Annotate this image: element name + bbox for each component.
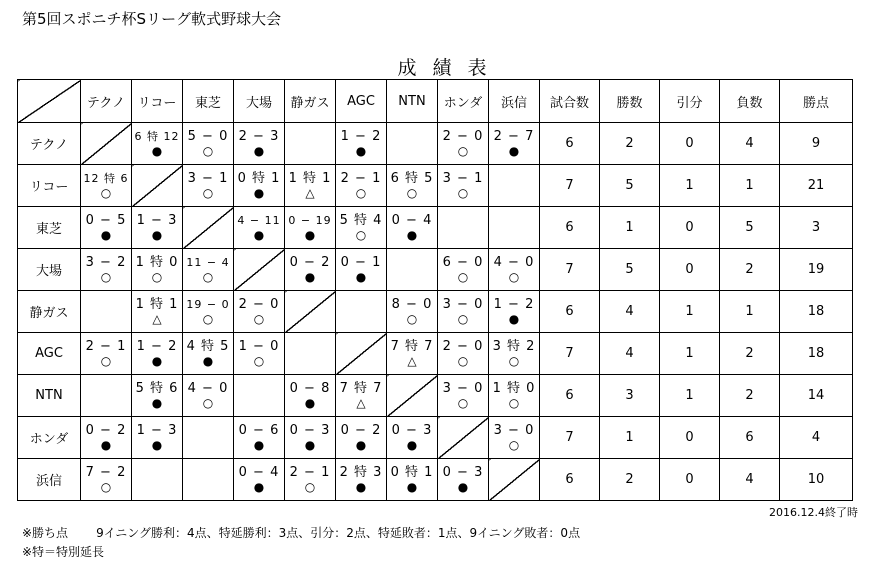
result-mark: ○ [508, 437, 520, 452]
result-score: 19 − 0 [186, 297, 230, 311]
stat-cell: 1 [660, 165, 720, 207]
column-header-stat: 勝数 [600, 80, 660, 123]
result-mark: ○ [508, 269, 520, 284]
result-cell [387, 165, 438, 207]
result-cell [489, 291, 540, 333]
result-mark: ○ [202, 143, 214, 158]
result-cell [387, 459, 438, 501]
row-header-team: 静ガス [18, 291, 81, 333]
result-cell [183, 165, 234, 207]
stat-cell: 7 [540, 333, 600, 375]
result-cell [489, 165, 540, 207]
result-cell [234, 459, 285, 501]
stat-cell: 2 [720, 333, 780, 375]
result-score: 1 − 2 [136, 338, 178, 354]
stat-cell: 1 [720, 291, 780, 333]
stat-cell: 4 [780, 417, 853, 459]
result-cell [387, 417, 438, 459]
result-score: 0 特 1 [237, 170, 281, 186]
result-cell [81, 417, 132, 459]
result-cell [234, 165, 285, 207]
stat-cell: 3 [780, 207, 853, 249]
result-score: 2 − 1 [85, 338, 127, 354]
result-score: 0 − 3 [442, 464, 484, 480]
result-mark: ● [253, 437, 265, 452]
table-subtitle: 成績表 [0, 53, 884, 80]
result-score: 3 − 0 [493, 422, 535, 438]
result-cell [183, 459, 234, 501]
row-header-team: AGC [18, 333, 81, 375]
result-score: 3 − 2 [85, 254, 127, 270]
result-cell [336, 417, 387, 459]
diagonal-cell [336, 333, 387, 375]
table-row [18, 333, 853, 375]
result-mark: ○ [151, 269, 163, 284]
stat-cell: 7 [540, 165, 600, 207]
result-cell [183, 123, 234, 165]
result-mark: ● [151, 143, 163, 158]
column-header-team: ホンダ [438, 80, 489, 123]
result-score: 1 − 0 [238, 338, 280, 354]
result-score: 3 − 0 [442, 296, 484, 312]
column-header-stat: 試合数 [540, 80, 600, 123]
result-cell [438, 207, 489, 249]
result-cell [81, 291, 132, 333]
result-mark: △ [407, 353, 417, 368]
column-header-team: 静ガス [285, 80, 336, 123]
stat-cell: 5 [600, 249, 660, 291]
result-mark: ● [304, 437, 316, 452]
result-mark: ○ [457, 269, 469, 284]
result-score: 6 特 12 [134, 129, 180, 143]
result-score: 7 特 7 [390, 338, 434, 354]
result-score: 5 特 4 [339, 212, 383, 228]
diagonal-cell [234, 249, 285, 291]
diagonal-cell [285, 291, 336, 333]
result-score: 0 − 19 [288, 213, 332, 227]
result-cell [336, 291, 387, 333]
result-mark: ● [406, 479, 418, 494]
stat-cell: 6 [540, 291, 600, 333]
result-cell [81, 207, 132, 249]
points-rule: 9イニング勝利：4点、特延勝利：3点、引分：2点、特延敗者：1点、9イニング敗者：0点 [96, 526, 581, 540]
result-cell [81, 333, 132, 375]
result-cell [336, 249, 387, 291]
table-row [18, 207, 853, 249]
stat-cell: 4 [600, 333, 660, 375]
result-cell [285, 333, 336, 375]
result-cell [183, 249, 234, 291]
stat-cell: 14 [780, 375, 853, 417]
stat-cell: 0 [660, 417, 720, 459]
result-cell [489, 207, 540, 249]
result-score: 0 − 2 [340, 422, 382, 438]
table-row [18, 123, 853, 165]
result-cell [132, 333, 183, 375]
stat-cell: 18 [780, 333, 853, 375]
result-mark: ○ [100, 185, 112, 200]
result-score: 1 − 2 [493, 296, 535, 312]
result-mark: ● [304, 395, 316, 410]
stat-cell: 1 [660, 375, 720, 417]
result-cell [285, 375, 336, 417]
result-score: 1 − 2 [340, 128, 382, 144]
column-header-team: AGC [336, 80, 387, 123]
results-table [17, 79, 853, 501]
stat-cell: 7 [540, 249, 600, 291]
result-score: 4 特 5 [186, 338, 230, 354]
result-score: 0 − 8 [289, 380, 331, 396]
result-cell [489, 249, 540, 291]
result-mark: ○ [457, 143, 469, 158]
stat-cell: 0 [660, 207, 720, 249]
result-mark: ○ [406, 185, 418, 200]
result-cell [438, 291, 489, 333]
row-header-team: ホンダ [18, 417, 81, 459]
result-score: 2 − 1 [340, 170, 382, 186]
result-cell [387, 333, 438, 375]
stat-cell: 1 [600, 417, 660, 459]
result-cell [489, 123, 540, 165]
result-cell [132, 249, 183, 291]
stat-cell: 5 [600, 165, 660, 207]
result-score: 6 − 0 [442, 254, 484, 270]
result-mark: ○ [100, 479, 112, 494]
result-mark: ● [100, 227, 112, 242]
result-score: 7 特 7 [339, 380, 383, 396]
result-score: 0 − 1 [340, 254, 382, 270]
result-score: 2 − 1 [289, 464, 331, 480]
result-cell [132, 291, 183, 333]
result-cell [438, 459, 489, 501]
stat-cell: 2 [600, 459, 660, 501]
table-row [18, 459, 853, 501]
row-header-team: 浜信 [18, 459, 81, 501]
result-score: 0 − 2 [85, 422, 127, 438]
diagonal-cell [132, 165, 183, 207]
stat-cell: 1 [600, 207, 660, 249]
result-mark: ● [151, 227, 163, 242]
result-score: 3 − 1 [442, 170, 484, 186]
stat-cell: 2 [720, 249, 780, 291]
table-row [18, 291, 853, 333]
result-score: 1 特 0 [135, 254, 179, 270]
result-mark: ○ [202, 395, 214, 410]
stat-cell: 3 [600, 375, 660, 417]
result-cell [336, 207, 387, 249]
result-mark: ○ [406, 311, 418, 326]
result-cell [438, 375, 489, 417]
result-cell [234, 375, 285, 417]
points-label: ※勝ち点 [22, 526, 69, 540]
result-mark: ● [151, 395, 163, 410]
result-mark: ○ [304, 479, 316, 494]
result-score: 0 − 4 [391, 212, 433, 228]
result-score: 8 − 0 [391, 296, 433, 312]
result-score: 3 − 1 [187, 170, 229, 186]
result-mark: ● [202, 353, 214, 368]
result-score: 0 特 1 [390, 464, 434, 480]
result-mark: ○ [202, 311, 214, 326]
column-header-team: リコー [132, 80, 183, 123]
result-mark: ○ [253, 311, 265, 326]
page-title: 第5回スポニチ杯Sリーグ軟式野球大会 [22, 10, 282, 28]
result-mark: ○ [457, 311, 469, 326]
stat-cell: 21 [780, 165, 853, 207]
result-cell [234, 123, 285, 165]
result-score: 0 − 3 [391, 422, 433, 438]
result-cell [387, 249, 438, 291]
result-cell [234, 207, 285, 249]
result-cell [489, 417, 540, 459]
result-mark: ● [406, 227, 418, 242]
stat-cell: 19 [780, 249, 853, 291]
result-cell [438, 165, 489, 207]
result-cell [81, 459, 132, 501]
result-score: 4 − 0 [493, 254, 535, 270]
row-header-team: テクノ [18, 123, 81, 165]
result-cell [234, 333, 285, 375]
result-mark: ○ [355, 227, 367, 242]
row-header-team: 大場 [18, 249, 81, 291]
result-score: 6 特 5 [390, 170, 434, 186]
result-score: 2 特 3 [339, 464, 383, 480]
result-score: 1 特 1 [288, 170, 332, 186]
result-score: 0 − 5 [85, 212, 127, 228]
stat-cell: 7 [540, 417, 600, 459]
finished-note: 2016.12.4終了時 [769, 506, 858, 519]
result-cell [438, 249, 489, 291]
result-score: 5 特 6 [135, 380, 179, 396]
result-mark: ● [355, 437, 367, 452]
result-cell [285, 123, 336, 165]
stat-cell: 6 [540, 375, 600, 417]
result-cell [489, 333, 540, 375]
column-header-stat: 勝点 [780, 80, 853, 123]
stat-cell: 1 [720, 165, 780, 207]
result-score: 12 特 6 [83, 171, 129, 185]
result-cell [234, 417, 285, 459]
result-score: 4 − 11 [237, 213, 281, 227]
result-mark: ● [508, 143, 520, 158]
result-cell [132, 459, 183, 501]
diagonal-cell [438, 417, 489, 459]
stat-cell: 2 [720, 375, 780, 417]
result-cell [132, 123, 183, 165]
result-mark: △ [356, 395, 366, 410]
result-cell [285, 417, 336, 459]
corner-cell [18, 80, 81, 123]
result-cell [285, 207, 336, 249]
result-score: 11 − 4 [186, 255, 230, 269]
result-cell [234, 291, 285, 333]
result-mark: ● [355, 269, 367, 284]
result-cell [81, 375, 132, 417]
result-cell [132, 417, 183, 459]
result-mark: ● [253, 143, 265, 158]
stat-cell: 1 [660, 291, 720, 333]
result-score: 2 − 0 [238, 296, 280, 312]
result-mark: ○ [457, 353, 469, 368]
stat-cell: 5 [720, 207, 780, 249]
table-row [18, 417, 853, 459]
result-score: 0 − 6 [238, 422, 280, 438]
result-score: 2 − 0 [442, 128, 484, 144]
result-score: 1 − 3 [136, 422, 178, 438]
diagonal-cell [183, 207, 234, 249]
diagonal-cell [81, 123, 132, 165]
result-mark: ○ [202, 185, 214, 200]
result-score: 2 − 3 [238, 128, 280, 144]
result-mark: ● [253, 185, 265, 200]
result-score: 3 − 0 [442, 380, 484, 396]
result-mark: ● [355, 479, 367, 494]
row-header-team: リコー [18, 165, 81, 207]
result-mark: ○ [100, 269, 112, 284]
column-header-team: 大場 [234, 80, 285, 123]
result-cell [336, 123, 387, 165]
column-header-team: NTN [387, 80, 438, 123]
result-mark: ● [151, 437, 163, 452]
stat-cell: 6 [720, 417, 780, 459]
result-score: 1 特 1 [135, 296, 179, 312]
stat-cell: 1 [660, 333, 720, 375]
result-mark: ● [508, 311, 520, 326]
stat-cell: 4 [720, 459, 780, 501]
result-score: 5 − 0 [187, 128, 229, 144]
stat-cell: 18 [780, 291, 853, 333]
stat-cell: 9 [780, 123, 853, 165]
result-cell [183, 333, 234, 375]
result-mark: △ [305, 185, 315, 200]
result-mark: ● [304, 227, 316, 242]
stat-cell: 10 [780, 459, 853, 501]
stat-cell: 6 [540, 459, 600, 501]
result-mark: ○ [355, 185, 367, 200]
result-score: 1 特 0 [492, 380, 536, 396]
result-score: 7 − 2 [85, 464, 127, 480]
result-score: 4 − 0 [187, 380, 229, 396]
result-score: 0 − 4 [238, 464, 280, 480]
result-mark: ○ [100, 353, 112, 368]
result-cell [336, 165, 387, 207]
result-cell [285, 165, 336, 207]
column-header-stat: 負数 [720, 80, 780, 123]
row-header-team: NTN [18, 375, 81, 417]
result-cell [489, 375, 540, 417]
result-score: 1 − 3 [136, 212, 178, 228]
result-mark: ● [406, 437, 418, 452]
stat-cell: 6 [540, 207, 600, 249]
result-mark: ○ [202, 269, 214, 284]
diagonal-cell [387, 375, 438, 417]
result-score: 0 − 3 [289, 422, 331, 438]
result-cell [336, 375, 387, 417]
result-mark: ○ [457, 185, 469, 200]
result-mark: △ [152, 311, 162, 326]
result-cell [285, 249, 336, 291]
result-mark: ● [253, 479, 265, 494]
stat-cell: 0 [660, 249, 720, 291]
result-mark: ● [100, 437, 112, 452]
result-score: 2 − 7 [493, 128, 535, 144]
column-header-stat: 引分 [660, 80, 720, 123]
result-mark: ○ [253, 353, 265, 368]
result-cell [387, 123, 438, 165]
row-header-team: 東芝 [18, 207, 81, 249]
result-cell [285, 459, 336, 501]
result-cell [81, 165, 132, 207]
result-score: 0 − 2 [289, 254, 331, 270]
result-cell [387, 291, 438, 333]
result-mark: ○ [508, 395, 520, 410]
result-mark: ○ [508, 353, 520, 368]
points-note [22, 524, 580, 541]
result-cell [438, 123, 489, 165]
special-note: ※特＝特別延長 [22, 545, 105, 559]
column-header-team: 浜信 [489, 80, 540, 123]
result-mark: ○ [457, 395, 469, 410]
result-cell [336, 459, 387, 501]
results-body [18, 80, 853, 501]
table-row [18, 165, 853, 207]
result-cell [387, 207, 438, 249]
result-cell [132, 375, 183, 417]
result-score: 3 特 2 [492, 338, 536, 354]
result-mark: ● [151, 353, 163, 368]
result-mark: ● [304, 269, 316, 284]
result-mark: ● [355, 143, 367, 158]
column-header-team: テクノ [81, 80, 132, 123]
result-cell [438, 333, 489, 375]
result-cell [183, 375, 234, 417]
result-mark: ● [253, 227, 265, 242]
result-cell [183, 417, 234, 459]
stat-cell: 0 [660, 459, 720, 501]
result-cell [183, 291, 234, 333]
result-cell [81, 249, 132, 291]
stat-cell: 4 [600, 291, 660, 333]
table-row [18, 249, 853, 291]
table-row [18, 375, 853, 417]
result-score: 2 − 0 [442, 338, 484, 354]
diagonal-cell [489, 459, 540, 501]
stat-cell: 2 [600, 123, 660, 165]
result-cell [132, 207, 183, 249]
column-header-team: 東芝 [183, 80, 234, 123]
stat-cell: 6 [540, 123, 600, 165]
result-mark: ● [457, 479, 469, 494]
stat-cell: 4 [720, 123, 780, 165]
stat-cell: 0 [660, 123, 720, 165]
